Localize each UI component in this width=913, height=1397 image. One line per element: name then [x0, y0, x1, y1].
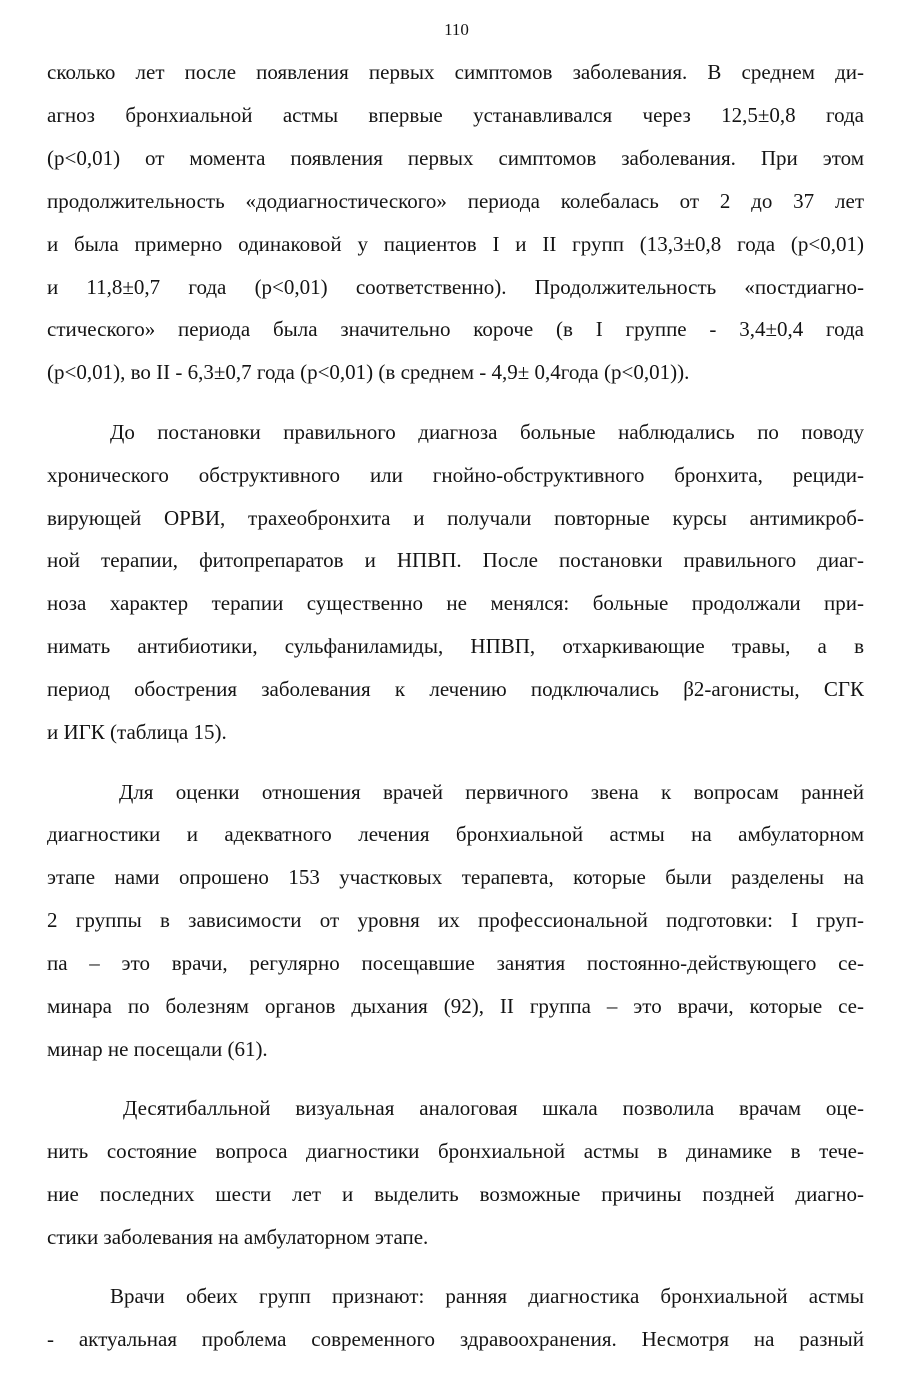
text-line: и ИГК (таблица 15). [47, 720, 227, 745]
text-line: ноза характер терапии существенно не менялся: больные продолжали при- [47, 591, 864, 616]
text-line: ние последних шести лет и выделить возможные причины поздней диагно- [47, 1182, 864, 1207]
text-line: этапе нами опрошено 153 участковых терапевта, которые были разделены на [47, 865, 864, 890]
text-line: и была примерно одинаковой у пациентов I и II групп (13,3±0,8 года (р<0,01) [47, 231, 864, 256]
text-line: нить состояние вопроса диагностики бронхиальной астмы в динамике в тече- [47, 1139, 864, 1164]
text-line: 2 группы в зависимости от уровня их профессиональной подготовки: I груп- [47, 908, 864, 933]
text-line: хронического обструктивного или гнойно-обструктивного бронхита, рециди- [47, 462, 864, 487]
text-line: период обострения заболевания к лечению подключались β2-агонисты, СГК [47, 677, 864, 702]
text-line: До постановки правильного диагноза больные наблюдались по поводу [110, 419, 864, 444]
paragraph-4 [47, 1087, 864, 1259]
document-body [47, 51, 864, 1361]
paragraph-2 [47, 411, 864, 754]
text-line: Врачи обеих групп признают: ранняя диагностика бронхиальной астмы [110, 1284, 864, 1309]
text-line: сколько лет после появления первых симптомов заболевания. В среднем ди- [47, 60, 864, 84]
text-line: минара по болезням органов дыхания (92), II группа – это врачи, которые се- [47, 994, 864, 1019]
text-line: стического» периода была значительно короче (в I группе - 3,4±0,4 года [47, 317, 864, 342]
text-line: (р<0,01) от момента появления первых симптомов заболевания. При этом [47, 145, 864, 170]
page-number: 110 [444, 20, 469, 39]
text-line: - актуальная проблема современного здравоохранения. Несмотря на разный [47, 1327, 864, 1352]
text-line: (р<0,01), во II - 6,3±0,7 года (р<0,01) (в среднем - 4,9± 0,4года (р<0,01)). [47, 360, 690, 385]
text-line: стики заболевания на амбулаторном этапе. [47, 1225, 429, 1250]
paragraph-3 [47, 771, 864, 1071]
paragraph-1 [47, 51, 864, 394]
text-line: минар не посещали (61). [47, 1036, 268, 1061]
text-line: нимать антибиотики, сульфаниламиды, НПВП, отхаркивающие травы, а в [47, 634, 864, 659]
text-line: диагностики и адекватного лечения бронхиальной астмы на амбулаторном [47, 822, 864, 847]
text-line: па – это врачи, регулярно посещавшие занятия постоянно-действующего се- [47, 951, 864, 976]
text-line: Для оценки отношения врачей первичного звена к вопросам ранней [119, 779, 864, 804]
text-line: ной терапии, фитопрепаратов и НПВП. После постановки правильного диаг- [47, 548, 864, 573]
text-line: продолжительность «додиагностического» периода колебалась от 2 до 37 лет [47, 188, 864, 213]
text-line: агноз бронхиальной астмы впервые устанавливался через 12,5±0,8 года [47, 102, 864, 127]
paragraph-5 [47, 1275, 864, 1361]
text-line: Десятибалльной визуальная аналоговая шкала позволила врачам оце- [123, 1096, 864, 1121]
text-line: и 11,8±0,7 года (р<0,01) соответственно). Продолжительность «постдиагно- [47, 274, 864, 299]
text-line: вирующей ОРВИ, трахеобронхита и получали повторные курсы антимикроб- [47, 505, 864, 530]
